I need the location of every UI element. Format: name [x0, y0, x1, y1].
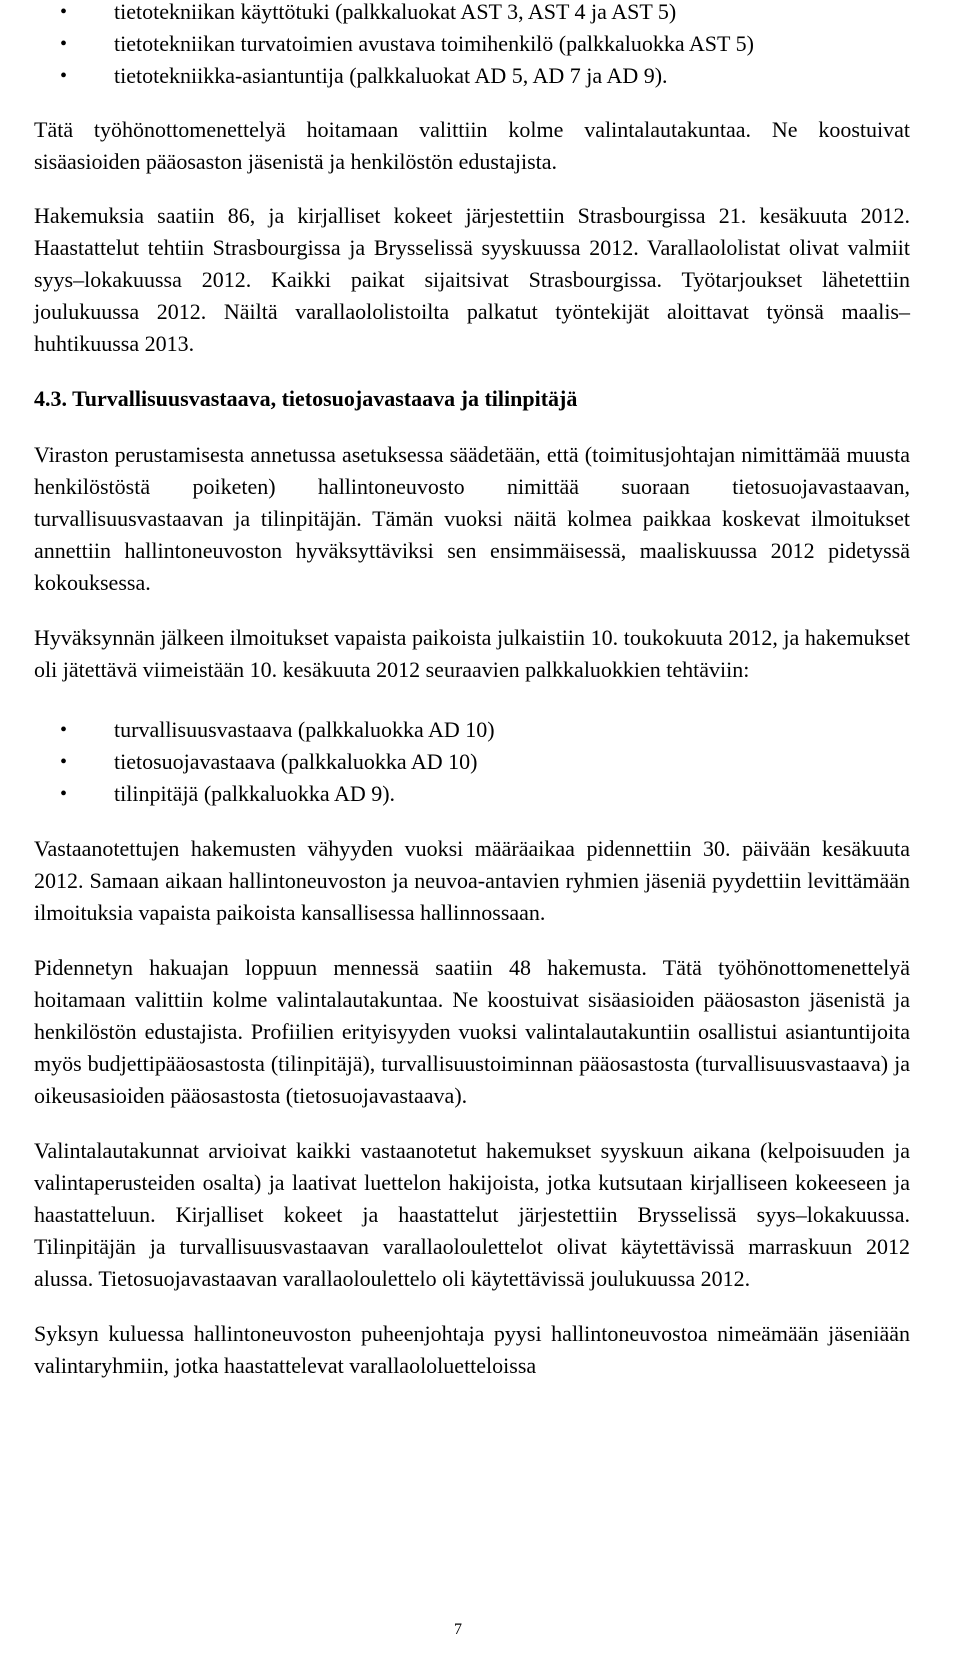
list-item — [34, 60, 910, 92]
list-item-text: tietosuojavastaava (palkkaluokka AD 10) — [114, 749, 478, 774]
paragraph-deadline-extension: Vastaanotettujen hakemusten vähyyden vuoksi määräaikaa pidennettiin 30. päivään kesäkuuta 2012. Samaan aikaan hallintoneuvoston ja neuvoa-antavien ryhmien jäseniä pyydettiin levittämään ilmoituksia vapaista paikoista kansallisessa hallinnossaan. — [34, 836, 910, 925]
list-item-text: tilinpitäjä (palkkaluokka AD 9). — [114, 781, 396, 806]
paragraph-applications-timeline: Hakemuksia saatiin 86, ja kirjalliset kokeet järjestettiin Strasbourgissa 21. kesäkuuta 2012. Haastattelut tehtiin Strasbourgissa ja Brysselissä syyskuussa 2012. Varallaololistat olivat valmiit syys–lokakuussa 2012. Kaikki paikat sijaitsivat Strasbourgissa. Työtarjoukset lähetettiin joulukuussa 2012. Näiltä varallaololistoilta palkatut työntekijät aloittavat työnsä maalis–huhtikuussa 2013. — [34, 203, 910, 356]
list-item-text: turvallisuusvastaava (palkkaluokka AD 10) — [114, 717, 495, 742]
list-item — [34, 28, 910, 60]
paragraph-autumn: Syksyn kuluessa hallintoneuvoston puheenjohtaja pyysi hallintoneuvostoa nimeämään jäseniään valintaryhmiin, jotka haastattelevat varallaololuetteloissa — [34, 1321, 910, 1378]
paragraph-evaluation: Valintalautakunnat arvioivat kaikki vastaanotetut hakemukset syyskuun aikana (kelpoisuuden ja valintaperusteiden osalta) ja laativat luettelon hakijoista, jotka kutsutaan kirjalliseen kokeeseen ja haastatteluun. Kirjalliset kokeet ja haastattelut järjestettiin Brysselissä syys–lokakuussa. Tilinpitäjän ja turvallisuusvastaavan varallaoloulettelot olivat käytettävissä marraskuun 2012 alussa. Tietosuojavastaavan varallaoloulettelo oli käytettävissä joulukuussa 2012. — [34, 1138, 910, 1291]
bullet-icon: • — [60, 33, 68, 55]
list-item-text: tietotekniikan käyttötuki (palkkaluokat AST 3, AST 4 ja AST 5) — [114, 0, 677, 24]
list-item-text: tietotekniikka-asiantuntija (palkkaluokat AD 5, AD 7 ja AD 9). — [114, 63, 668, 88]
list-item-text: tietotekniikan turvatoimien avustava toimihenkilö (palkkaluokka AST 5) — [114, 31, 754, 56]
paragraph-regulation: Viraston perustamisesta annetussa asetuksessa säädetään, että (toimitusjohtajan nimittämää muusta henkilöstöstä poiketen) hallintoneuvosto nimittää suoraan tietosuojavastaavan, turvallisuusvastaavan ja tilinpitäjän. Tämän vuoksi näitä kolmea paikkaa koskevat ilmoitukset annettiin hallintoneuvoston hyväksyttäviksi sen ensimmäisessä, maaliskuussa 2012 pidetyssä kokouksessa. — [34, 442, 910, 595]
bullet-icon: • — [60, 65, 68, 87]
paragraph-applications-received: Pidennetyn hakuajan loppuun mennessä saatiin 48 hakemusta. Tätä työhönottomenettelyä hoitamaan valittiin kolme valintalautakuntaa. Ne koostuivat sisäasioiden pääosaston jäsenistä ja henkilöstön edustajista. Profiilien erityisyyden vuoksi valintalautakuntiin osallistui asiantuntijoita myös budjettipääosastosta (tilinpitäjä), turvallisuustoiminnan pääosastosta (turvallisuusvastaava) ja oikeusasioiden pääosastosta (tietosuojavastaava). — [34, 955, 910, 1108]
list-item — [34, 0, 910, 28]
position-bullet-list — [34, 714, 910, 810]
list-item — [34, 746, 910, 778]
page-number: 7 — [454, 1621, 462, 1638]
paragraph-selection-boards: Tätä työhönottomenettelyä hoitamaan valittiin kolme valintalautakuntaa. Ne koostuivat sisäasioiden pääosaston jäsenistä ja henkilöstön edustajista. — [34, 117, 910, 174]
bullet-icon: • — [60, 751, 68, 773]
list-item — [34, 778, 910, 810]
bullet-icon: • — [60, 719, 68, 741]
list-item — [34, 714, 910, 746]
intro-bullet-list — [34, 0, 910, 92]
bullet-icon: • — [60, 1, 68, 23]
bullet-icon: • — [60, 783, 68, 805]
section-heading: 4.3. Turvallisuusvastaava, tietosuojavastaava ja tilinpitäjä — [34, 386, 578, 411]
paragraph-vacancy-notices: Hyväksynnän jälkeen ilmoitukset vapaista paikoista julkaistiin 10. toukokuuta 2012, ja hakemukset oli jätettävä viimeistään 10. kesäkuuta 2012 seuraavien palkkaluokkien tehtäviin: — [34, 625, 910, 682]
page-content — [34, 0, 910, 1382]
